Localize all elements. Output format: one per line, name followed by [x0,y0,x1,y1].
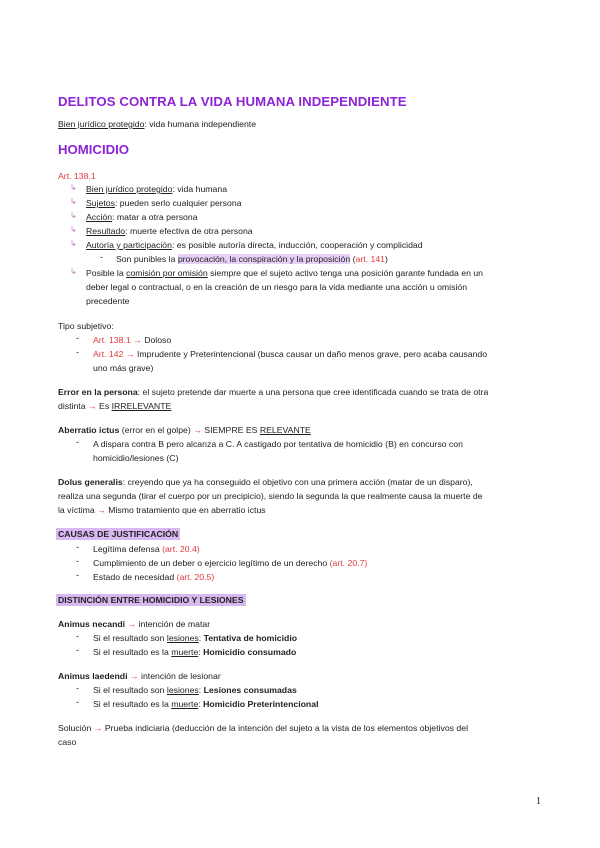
omision-line-2: deber legal o contractual, o en la creación de un riesgo para la vida mediante una acción u omisión [86,282,468,292]
omision-line-1 [86,267,483,279]
list-item [93,646,296,658]
arrow-icon: → [94,505,109,515]
dolus-line-1 [58,476,473,488]
arrow-icon: → [127,671,142,681]
arrow-bullet-icon: ↳ [70,239,77,248]
bien-juridico-line [58,118,256,130]
document-title: DELITOS CONTRA LA VIDA HUMANA INDEPENDIENTE [58,94,407,109]
dolus-label: Dolus generalis [58,477,123,487]
homicidio-article: Art. 138.1 [58,171,96,181]
item-underlined: lesiones [166,633,199,643]
item-article: Art. 138.1 [93,335,131,345]
error-persona-text-2: distinta [58,401,86,411]
dash-bullet-icon: - [76,697,79,707]
necandi-label: Animus necandi [58,619,126,629]
omision-line-3: precedente [86,296,130,306]
dolus-text-1: : creyendo que ya ha conseguido el objetivo con una primera acción (matar de un disparo), [122,477,473,487]
solucion-line-2: caso [58,737,77,747]
aberratio-example-2: homicidio/lesiones (C) [93,453,179,463]
dash-bullet-icon: - [76,437,79,447]
item-label: Bien jurídico protegido [86,184,173,194]
dash-bullet-icon: - [100,252,103,262]
dash-bullet-icon: - [76,347,79,357]
arrow-bullet-icon: ↳ [70,267,77,276]
item-pre: Si el resultado son [93,633,167,643]
arrow-icon: → [193,425,202,435]
bien-juridico-label: Bien jurídico protegido [58,119,145,129]
sub-item-article: art. 141 [355,254,386,264]
list-item [93,632,297,644]
item-label: Acción [86,212,113,222]
solucion-line-1 [58,722,468,734]
necandi-text: intención de matar [138,619,211,629]
dolus-text-3: la víctima [58,505,95,515]
relevante-label: RELEVANTE [259,425,311,435]
item-label: Autoría y participación [86,240,172,250]
item-text: : muerte efectiva de otra persona [125,226,253,236]
item-underlined: muerte [171,647,199,657]
aberratio-text-2: SIEMPRE ES [201,425,260,435]
arrow-bullet-icon: ↳ [70,183,77,192]
dash-bullet-icon: - [76,542,79,552]
dash-bullet-icon: - [76,645,79,655]
arrow-icon: → [123,349,137,359]
laedendi-label: Animus laedendi [58,671,128,681]
error-persona-text: : el sujeto pretende dar muerte a una persona que cree identificada cuando se trata de otra [137,387,489,397]
item-bold: Tentativa de homicidio [203,633,298,643]
error-persona-line-2 [58,400,171,412]
item-pre: Si el resultado es la [93,647,172,657]
list-item [93,557,367,569]
dolus-line-3 [58,504,266,516]
causas-heading: CAUSAS DE JUSTIFICACIÓN [58,529,179,539]
item-label: Sujetos [86,198,115,208]
error-persona-es: Es [99,401,112,411]
dolus-line-2: realiza una segunda (tirar el cuerpo por un precipicio), siendo la segunda la que realmente causa la muerte de [58,491,483,501]
arrow-bullet-icon: ↳ [70,225,77,234]
arrow-bullet-icon: ↳ [70,211,77,220]
necandi-line [58,618,210,630]
aberratio-label: Aberratio ictus [58,425,120,435]
list-item [86,197,242,209]
item-mid: : [198,699,204,709]
dash-bullet-icon: - [76,333,79,343]
dash-bullet-icon: - [76,683,79,693]
irrelevante-label: IRRELEVANTE [111,401,172,411]
item-mid: : [198,633,204,643]
list-item [93,698,318,710]
sub-item-pre: Son punibles la [116,254,178,264]
list-item [93,571,214,583]
distincion-heading: DISTINCIÓN ENTRE HOMICIDIO Y LESIONES [58,595,244,605]
page-number: 1 [536,796,541,807]
item-text: : matar a otra persona [112,212,198,222]
sub-item-mid: ( [350,254,356,264]
item-mid: : [198,685,204,695]
laedendi-line [58,670,221,682]
item-mid: : [198,647,204,657]
item-bold: Homicidio consumado [203,647,297,657]
item-text: Cumplimiento de un deber o ejercicio legítimo de un derecho [93,558,328,568]
list-item-continuation: uno más grave) [93,363,154,373]
item-text: : pueden serlo cualquier persona [114,198,242,208]
arrow-icon: → [85,401,100,411]
item-text: Estado de necesidad [93,572,175,582]
item-pre: Si el resultado son [93,685,167,695]
item-pre: Si el resultado es la [93,699,172,709]
list-item [93,684,297,696]
sub-item-highlight: provocación, la conspiración y la proposición [177,254,351,264]
item-underlined: muerte [171,699,199,709]
item-text: Imprudente y Preterintencional (busca causar un daño menos grave, pero acaba causando [136,349,488,359]
item-underlined: lesiones [166,685,199,695]
aberratio-text: (error en el golpe) [119,425,194,435]
list-item [86,183,227,195]
laedendi-text: intención de lesionar [141,671,221,681]
list-item [86,211,198,223]
item-text: : es posible autoría directa, inducción, cooperación y complicidad [171,240,423,250]
list-item [93,348,487,360]
item-bold: Lesiones consumadas [203,685,297,695]
arrow-icon: → [130,335,145,345]
error-persona-line-1 [58,386,488,398]
list-item [86,239,423,251]
list-item [86,225,253,237]
item-article: (art. 20.4) [162,544,200,554]
solucion-label: Solución [58,723,92,733]
arrow-icon: → [91,723,105,733]
omision-pre: Posible la [86,268,127,278]
aberratio-example-1: A dispara contra B pero alcanza a C. A castigado por tentativa de homicidio (B) en concurso con [93,439,463,449]
dolus-text-4: Mismo tratamiento que en aberratio ictus [108,505,266,515]
dash-bullet-icon: - [76,570,79,580]
aberratio-line [58,424,311,436]
item-text: Legítima defensa [93,544,160,554]
item-text: Doloso [144,335,172,345]
item-article: Art. 142 [93,349,124,359]
list-item [93,543,200,555]
item-bold: Homicidio Preterintencional [203,699,319,709]
omision-text-1: siempre que el sujeto activo tenga una posición garante fundada en un [207,268,484,278]
item-article: (art. 20.5) [176,572,215,582]
item-text: : vida humana [172,184,228,194]
solucion-text: Prueba indiciaria (deducción de la intención del sujeto a la vista de los elementos objetivos del [104,723,469,733]
dash-bullet-icon: - [76,556,79,566]
omision-label: comisión por omisión [126,268,208,278]
tipo-subjetivo-label: Tipo subjetivo: [58,321,114,331]
homicidio-heading: HOMICIDIO [58,142,130,157]
sub-item-post: ) [385,254,388,264]
list-item [93,334,171,346]
item-article: (art. 20.7) [329,558,368,568]
error-persona-label: Error en la persona [58,387,138,397]
sub-list-item [116,253,388,265]
bien-juridico-text: : vida humana independiente [144,119,257,129]
dash-bullet-icon: - [76,631,79,641]
arrow-bullet-icon: ↳ [70,197,77,206]
arrow-icon: → [125,619,139,629]
item-label: Resultado [86,226,126,236]
